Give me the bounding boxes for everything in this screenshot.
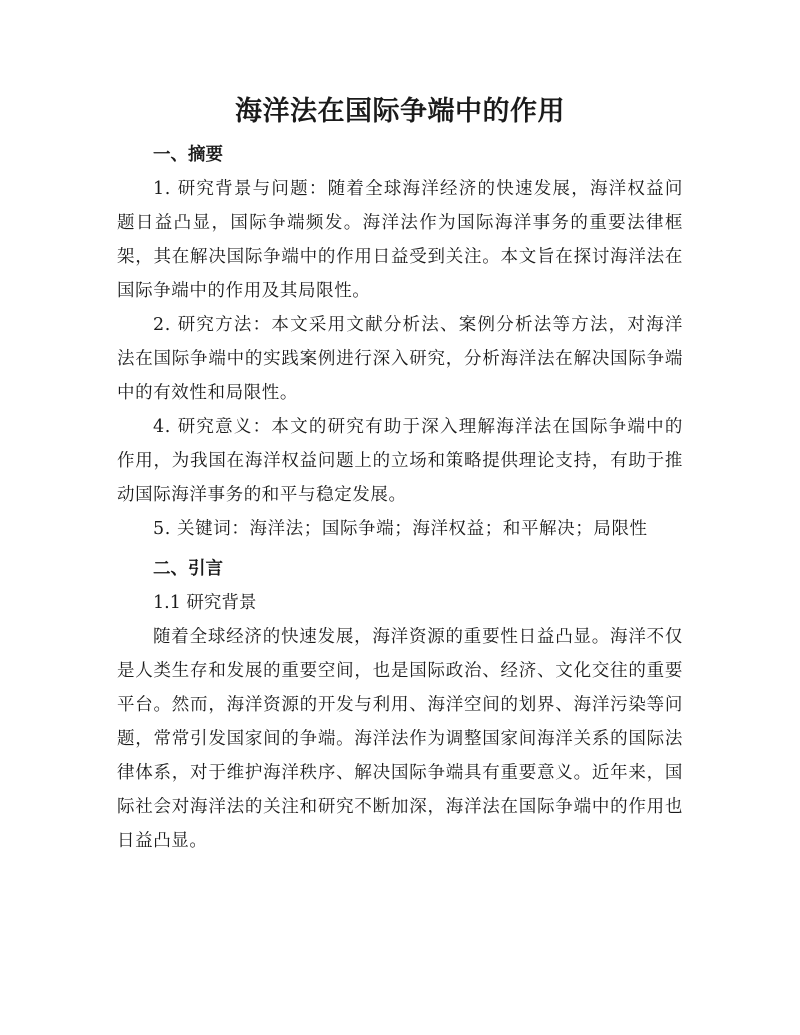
abstract-paragraph-method: 2. 研究方法：本文采用文献分析法、案例分析法等方法，对海洋法在国际争端中的实践案例进行深入研究，分析海洋法在解决国际争端中的有效性和局限性。 — [117, 315, 683, 403]
abstract-paragraph-background: 1. 研究背景与问题：随着全球海洋经济的快速发展，海洋权益问题日益凸显，国际争端频发。海洋法作为国际海洋事务的重要法律框架，其在解决国际争端中的作用日益受到关注。本文旨在探讨海洋法在国际争端中的作用及其局限性。 — [117, 179, 683, 301]
document-page — [117, 92, 683, 858]
introduction-paragraph: 随着全球经济的快速发展，海洋资源的重要性日益凸显。海洋不仅是人类生存和发展的重要空间，也是国际政治、经济、文化交往的重要平台。然而，海洋资源的开发与利用、海洋空间的划界、海洋污染等问题，常常引发国家间的争端。海洋法作为调整国家间海洋关系的国际法律体系，对于维护海洋秩序、解决国际争端具有重要意义。近年来，国际社会对海洋法的关注和研究不断加深，海洋法在国际争端中的作用也日益凸显。 — [117, 627, 683, 851]
abstract-paragraph-keywords: 5. 关键词：海洋法；国际争端；海洋权益；和平解决；局限性 — [153, 519, 648, 539]
subsection-heading-background: 1.1 研究背景 — [153, 593, 257, 613]
document-title: 海洋法在国际争端中的作用 — [235, 96, 565, 127]
section-heading-introduction: 二、引言 — [153, 559, 223, 579]
section-heading-abstract: 一、摘要 — [153, 145, 223, 165]
abstract-paragraph-significance: 4. 研究意义：本文的研究有助于深入理解海洋法在国际争端中的作用，为我国在海洋权益问题上的立场和策略提供理论支持，有助于推动国际海洋事务的和平与稳定发展。 — [117, 417, 683, 505]
